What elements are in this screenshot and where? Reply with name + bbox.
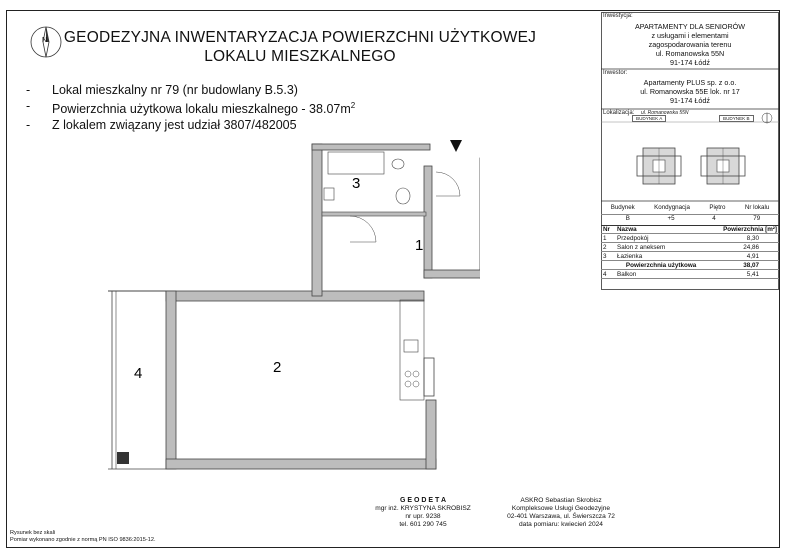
- investor-label: Inwestor:: [603, 70, 628, 76]
- summary-list: [26, 82, 355, 133]
- page-title: [60, 28, 540, 66]
- header-building: Budynek: [610, 204, 635, 211]
- rooms-table: [601, 225, 779, 279]
- total-row: Powierzchnia użytkowa 38,07: [601, 261, 779, 270]
- bathtub-icon: [328, 152, 384, 174]
- building-b-plan-thumbnail: [699, 142, 747, 190]
- building-b-tag: BUDYNEK B: [719, 115, 754, 122]
- rooms-header-name: Nazwa: [615, 225, 707, 234]
- company-info: ASKRO Sebastian Skrobisz Kompleksowe Usługi Geodezyjne 02-401 Warszawa, ul. Świerszcza 72 data pomiaru: kwiecień 2024: [507, 497, 615, 528]
- floor-plan: [100, 128, 480, 480]
- measurement-notes: Rysunek bez skali Pomiar wykonano zgodnie z normą PN ISO 9836:2015-12.: [10, 530, 156, 543]
- room-label-4: 4: [134, 365, 143, 382]
- value-floor: 4: [712, 215, 716, 222]
- summary-item-area: - Powierzchnia użytkowa lokalu mieszkalnego - $38.07m^2$: [26, 98, 355, 117]
- info-panel: [601, 12, 779, 290]
- header-floor: Piętro: [709, 204, 726, 211]
- location-label: Lokalizacja:: [603, 110, 635, 116]
- table-row: 2 Salon z aneksem 24,86: [601, 243, 779, 252]
- value-storey: +5: [667, 215, 675, 222]
- entrance-door-icon: [436, 172, 460, 196]
- investor-details: Apartamenty PLUS sp. z o.o. ul. Romanowska 55E lok. nr 17 91-174 Łódź: [640, 78, 740, 105]
- room-label-2: 2: [273, 359, 282, 376]
- building-info-table: [601, 204, 779, 226]
- toilet-icon: [396, 188, 410, 204]
- summary-item-share: - Z lokalem związany jest udział 3807/482005: [26, 117, 355, 133]
- building-a-tag: BUDYNEK A: [632, 115, 666, 122]
- room-label-3: 3: [352, 175, 361, 192]
- mini-compass-icon: [761, 112, 773, 124]
- balcony-column: [117, 452, 129, 464]
- investment-label: Inwestycja:: [603, 13, 633, 19]
- location-street: ul. Romanowska 55N: [641, 110, 689, 116]
- washbasin-icon: [392, 159, 404, 169]
- table-row: 1 Przedpokój 8,30: [601, 234, 779, 243]
- surveyor-info: G E O D E T A mgr inż. KRYSTYNA SKROBISZ nr upr. 9238 tel. 601 290 745: [375, 497, 471, 528]
- rooms-header-area: Powierzchnia [m²]: [707, 225, 779, 234]
- walls: [166, 144, 480, 469]
- bathroom-door-icon: [350, 216, 376, 242]
- cooktop-icon: [405, 371, 411, 377]
- compass-icon: [28, 24, 64, 60]
- room-label-1: 1: [415, 237, 424, 254]
- value-building: B: [625, 215, 630, 222]
- investment-details: APARTAMENTY DLA SENIORÓW z usługami i elementami zagospodarowania terenu ul. Romanowska 55N 91-174 Łódź: [634, 22, 746, 67]
- title-line-2: LOKALU MIESZKALNEGO: [204, 48, 396, 65]
- table-row: 4 Balkon 5,41: [601, 270, 779, 279]
- rooms-header-nr: Nr: [601, 225, 615, 234]
- header-unit-number: Nr lokalu: [744, 204, 770, 211]
- area-unit-superscript: 2: [350, 101, 356, 110]
- kitchen-unit: [400, 300, 424, 400]
- title-line-1: GEODEZYJNA INWENTARYZACJA POWIERZCHNI UŻYTKOWEJ: [63, 29, 537, 46]
- summary-item-unit: - Lokal mieszkalny nr 79 (nr budowlany B.5.3): [26, 82, 355, 98]
- sink-icon: [324, 188, 334, 200]
- building-a-plan-thumbnail: [635, 142, 683, 190]
- kitchen-sink-icon: [404, 340, 418, 352]
- compass-letter: N: [42, 37, 48, 44]
- value-unit-number: 79: [753, 215, 761, 222]
- entrance-arrow-icon: [450, 140, 462, 152]
- header-storey: Kondygnacja: [654, 204, 690, 211]
- table-row: 3 Łazienka 4,91: [601, 252, 779, 261]
